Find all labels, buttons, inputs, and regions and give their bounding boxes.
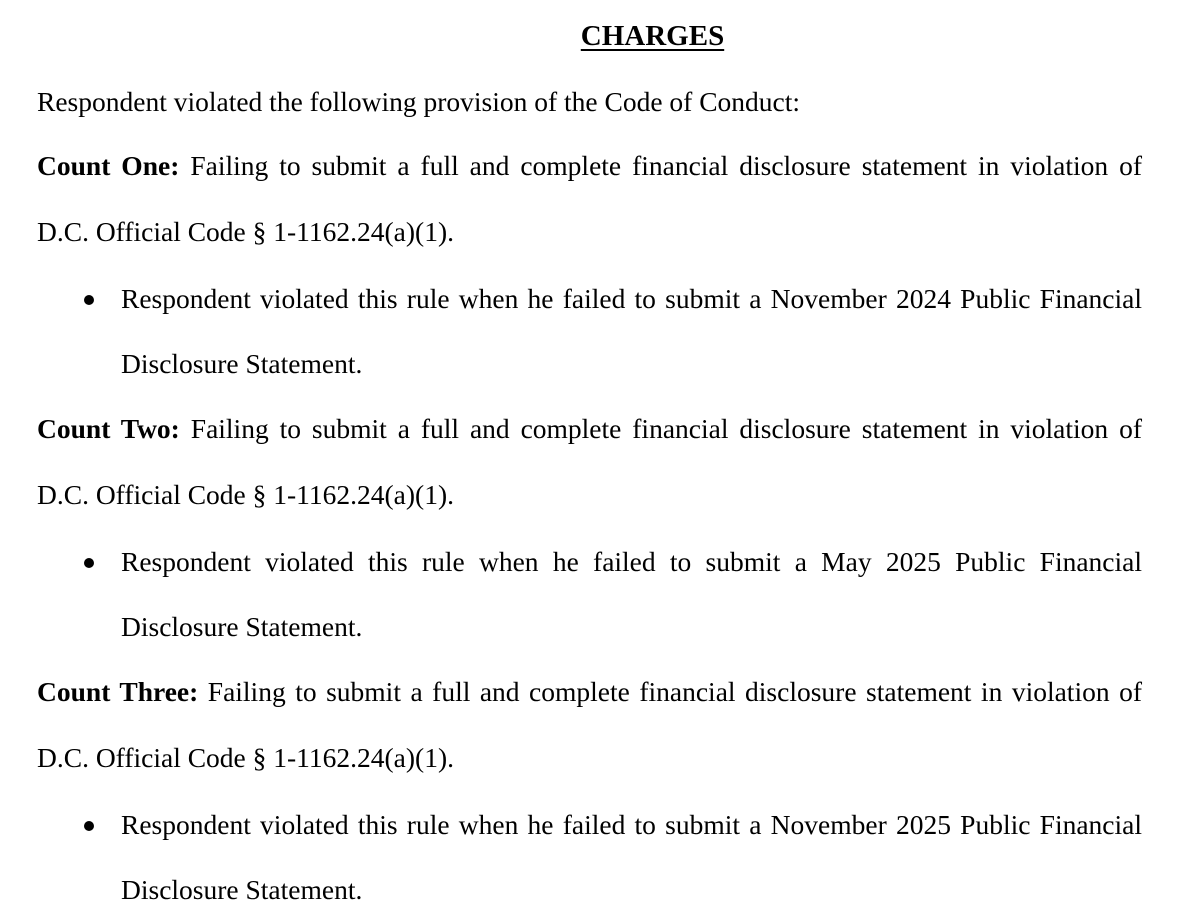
count-three-label: Count Three: (37, 676, 199, 707)
bullet-icon (84, 821, 94, 831)
count-three-heading (37, 674, 1142, 710)
count-two-bullet-line1: Respondent violated this rule when he failed to submit a May 2025 Public Financial (121, 546, 1142, 577)
count-three-bullet-line1: Respondent violated this rule when he failed to submit a November 2025 Public Financial (121, 809, 1142, 840)
count-one-text: Failing to submit a full and complete financial disclosure statement in violation of (190, 150, 1142, 181)
count-three-citation: D.C. Official Code § 1-1162.24(a)(1). (37, 742, 454, 773)
count-three-text: Failing to submit a full and complete financial disclosure statement in violation of (207, 676, 1142, 707)
count-one-citation: D.C. Official Code § 1-1162.24(a)(1). (37, 216, 454, 247)
count-two-heading (37, 411, 1142, 447)
bullet-icon (84, 295, 94, 305)
count-two-citation: D.C. Official Code § 1-1162.24(a)(1). (37, 479, 454, 510)
count-one-bullet-line1: Respondent violated this rule when he failed to submit a November 2024 Public Financial (121, 283, 1142, 314)
count-three-bullet-line2: Disclosure Statement. (121, 874, 363, 905)
bullet-icon (84, 558, 94, 568)
intro-paragraph: Respondent violated the following provision of the Code of Conduct: (37, 86, 801, 117)
count-two-label: Count Two: (37, 413, 180, 444)
count-two-bullet-line2: Disclosure Statement. (121, 611, 363, 642)
charges-heading: CHARGES (580, 20, 725, 52)
count-one-heading (37, 148, 1142, 184)
count-one-label: Count One: (37, 150, 180, 181)
count-one-bullet-line2: Disclosure Statement. (121, 348, 363, 379)
count-two-text: Failing to submit a full and complete financial disclosure statement in violation of (190, 413, 1142, 444)
